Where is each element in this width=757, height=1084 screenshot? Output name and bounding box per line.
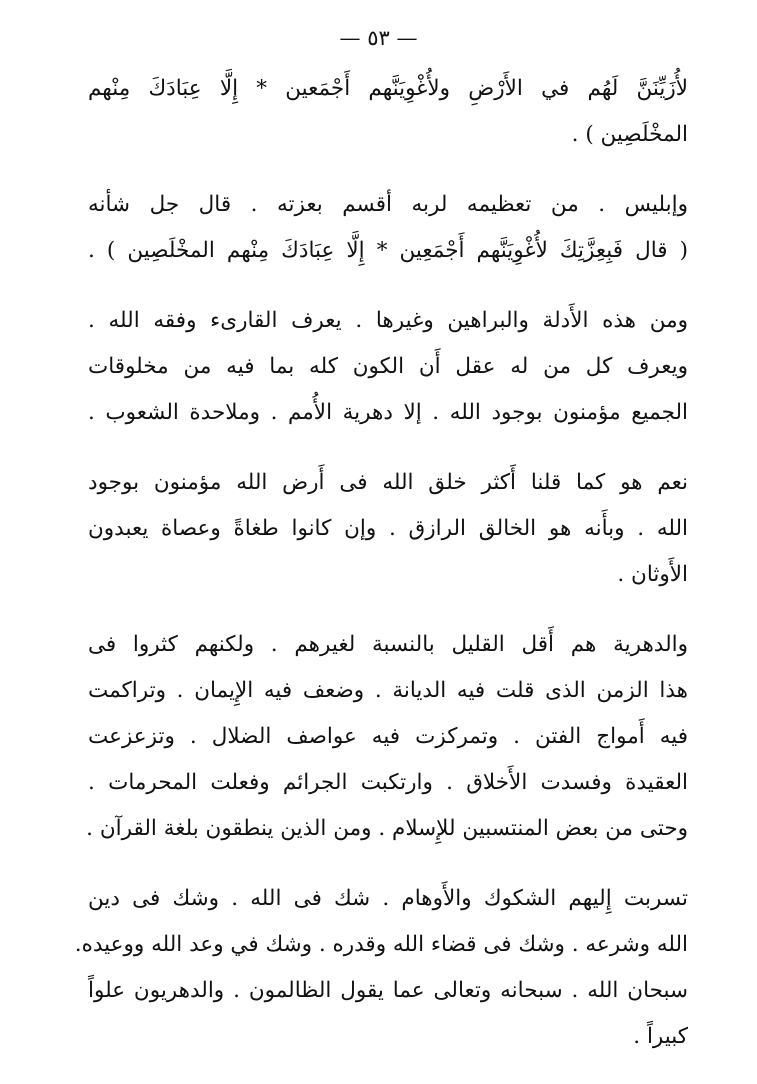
text-line: كبيراً .	[633, 1024, 688, 1049]
paragraph	[88, 182, 688, 274]
text-line: والدهرية هم أَقل القليل بالنسبة لغيرهم . ولكنهم كثروا فى	[88, 632, 688, 657]
paragraph	[88, 298, 688, 436]
text-line: ومن هذه الأَدلة والبراهين وغيرها . يعرف القارىء وفقه الله .	[88, 308, 688, 333]
page-body	[74, 66, 688, 1084]
text-line: وإبليس . من تعظيمه لربه أقسم بعزته . قال جل شأنه	[88, 192, 688, 217]
text-line: الله . وبأَنه هو الخالق الرازق . وإن كانوا طغاةً وعصاة يعبدون	[88, 516, 688, 541]
text-line: تسربت إِليهم الشكوك والأَوهام . شك فى الله . وشك فى دين	[88, 886, 688, 911]
text-line: سبحان الله . سبحانه وتعالى عما يقول الظالمون . والدهريون علواً	[88, 978, 688, 1003]
paragraph	[88, 66, 688, 158]
page-number: — ٥٣ —	[339, 26, 418, 50]
text-line: فيه أَمواج الفتن . وتمركزت فيه عواصف الضلال . وتزعزعت	[88, 724, 688, 749]
text-line: الله وشرعه . وشك فى قضاء الله وقدره . وشك في وعد الله ووعيده.	[74, 932, 688, 957]
paragraph	[74, 876, 688, 1060]
text-line: هذا الزمن الذى قلت فيه الديانة . وضعف فيه الإِيمان . وتراكمت	[88, 678, 688, 703]
text-line: المخْلَصِين ) .	[571, 122, 688, 147]
text-line: الأَوثان .	[617, 562, 688, 587]
paragraph	[88, 460, 688, 598]
text-line: ( قال فَبِعِزَّتِكَ لأُغْوِيَنَّهم أَجْمَعِين * إِلَّا عِبَادَكَ مِنْهم المخْلَصِين ) .	[88, 238, 688, 263]
text-line: نعم هو كما قلنا أَكثر خلق الله فى أَرض الله مؤمنون بوجود	[88, 470, 688, 495]
text-line: الجميع مؤمنون بوجود الله . إلا دهرية الأُمم . وملاحدة الشعوب .	[88, 400, 688, 425]
text-line: العقيدة وفسدت الأَخلاق . وارتكبت الجرائم وفعلت المحرمات .	[88, 770, 688, 795]
text-line: ويعرف كل من له عقل أَن الكون كله بما فيه من مخلوقات	[88, 354, 688, 379]
text-line: لأُزَيِّنَنَّ لَهُم في الأَرْضِ ولأُغْوِيَنَّهم أَجْمَعين * إِلَّا عِبَادَكَ مِنْهم	[88, 76, 688, 101]
text-line: وحتى من بعض المنتسبين للإِسلام . ومن الذين ينطقون بلغة القرآن .	[86, 816, 688, 841]
paragraph	[88, 622, 688, 852]
